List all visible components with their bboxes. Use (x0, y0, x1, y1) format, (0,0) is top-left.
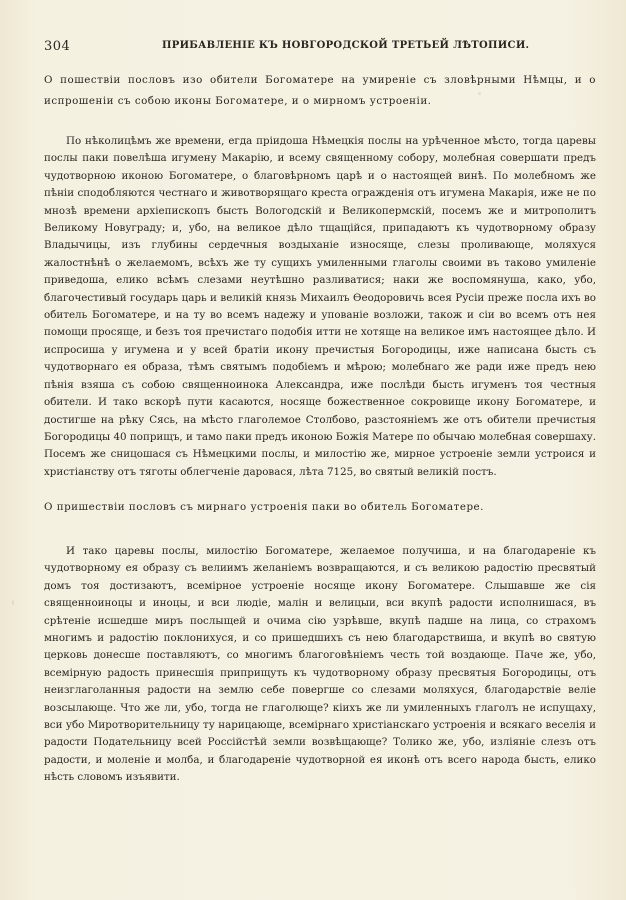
page-number: 304 (44, 39, 71, 54)
scan-speck (478, 92, 481, 95)
scan-speck (12, 600, 14, 605)
running-title: ПРИБАВЛЕНІЕ КЪ НОВГОРОДСКОЙ ТРЕТЬЕЙ ЛѢТОПИСИ. (162, 40, 530, 51)
section-paragraph-return: И тако царевы послы, милостію Богоматере, желаемое получиша, и на благодареніе къ чудотворному ея образу съ велиимъ желаніемъ возвращаются, и съ великою радостію пресвятый домъ тоя достизаютъ, всемірное устроеніе носяще икону Богоматере. Слышавше же сія священноиноцы и иноцы, и вси людіе, малін и велицыи, вси вкупѣ радости исполнишася, въ срѣтеніе исшедше миръ послыщей и очима сію узрѣвше, вкупѣ падше на лица, со страхомъ многимъ и радостію поклонихуся, и со пришедшихъ съ нею благодарствиша, и вкупѣ во святую церковь донесше поставляютъ, со многимъ благоговѣніемъ честь той воздающе. Паче же, убо, всемірную радость принесшія приприщуть къ чудотворному образу пресвятыя Богородицы, отъ неизглаголанныя радости на землю себе повергше со слезами моляхуся, благодарствіе веліе возсылающе. Что же ли, убо, тогда не глаголюще? кіихъ же ли умиленныхъ глаголъ не испущаху, вси убо Миротворительницу ту нарицающе, всемірнаго христіанскаго устроенія и всякаго веселія и радости Подательницу всей Россійстѣй земли возвѣщающе? Толико же, убо, изліяніе слезъ отъ радости, и моленіе и молба, и благодареніе чудотворной ея иконѣ отъ всего народа бысть, елико нѣсть словомъ изъявити. (44, 545, 596, 784)
section-heading-return: О пришествіи пословъ съ мирнаго устроенія паки во обитель Богоматере. (44, 501, 484, 513)
running-head (44, 39, 596, 55)
section-heading-embassy: О пошествіи пословъ изо обители Богоматере на умиреніе съ зловѣрными Нѣмцы, и о испрошеніи съ собою иконы Богоматере, и о мирномъ устроеніи. (44, 74, 596, 107)
section-paragraph-embassy: По нѣколицѣмъ же времени, егда пріидоша Нѣмецкія послы на урѣченное мѣсто, тогда царевы послы паки повелѣша игумену Макарію, и всему священному собору, молебная совершати предъ чудотворною иконою Богоматере, о благовѣрномъ царѣ и о настоящей винѣ. По молебномъ же пѣніи сподобляются честнаго и животворящаго креста огражденія отъ игумена Макарія, иже не по мнозѣ времени архіепископъ бысть Вологодскій и Великопермскій, посемъ же и митрополитъ Великому Новуграду; и, убо, на великое дѣло тщащійся, припадаютъ къ чудотворному образу Владычицы, изъ глубины сердечныя воздыханіе износяще, слезы проливающе, моляхуся жалостнѣнѣ о желаемомъ, всѣхъ же ту сущихъ умиленными глаголы своими въ таково умиленіе приведоша, елико всѣмъ слезами неутѣшно разливатися; наки же воспомянуша, како, убо, благочестивый государь царь и великій князь Михаилъ Ѳеодоровичь всея Русіи преже посла ихъ во обитель Богоматере, и на ту во всемъ надежу и упованіе возложи, також и сіи во всемъ отъ нея помощи просяще, и безъ тоя пречистаго подобія итти не хотяще на великое имъ настоящее дѣло. И испросиша у игумена и у всей братіи икону пречистыя Богородицы, иже написана бысть съ чудотворнаго ея образа, тѣмъ святымъ подобіемъ и мѣрою; молебнаго же ради иже предъ нею пѣнія взяша съ собою священноинока Александра, иже послѣди бысть игуменъ тоя честныя обители. И тако вскорѣ пути касаются, носяще божественное сокровище икону Богоматере, и достигше на рѣку Сясь, на мѣсто глаголемое Столбово, разстояніемъ же отъ обители пречистыя Богородицы 40 поприщъ, и тамо паки предъ иконою Божія Матере по обычаю молебная совершаху. Посемъ же сницошася съ Нѣмецкими послы, и милостію же, мирное устроеніе земли устроися и христіанству отъ тяготы облегченіе даровася, лѣта 7125, во святый великій постъ. (44, 135, 596, 478)
